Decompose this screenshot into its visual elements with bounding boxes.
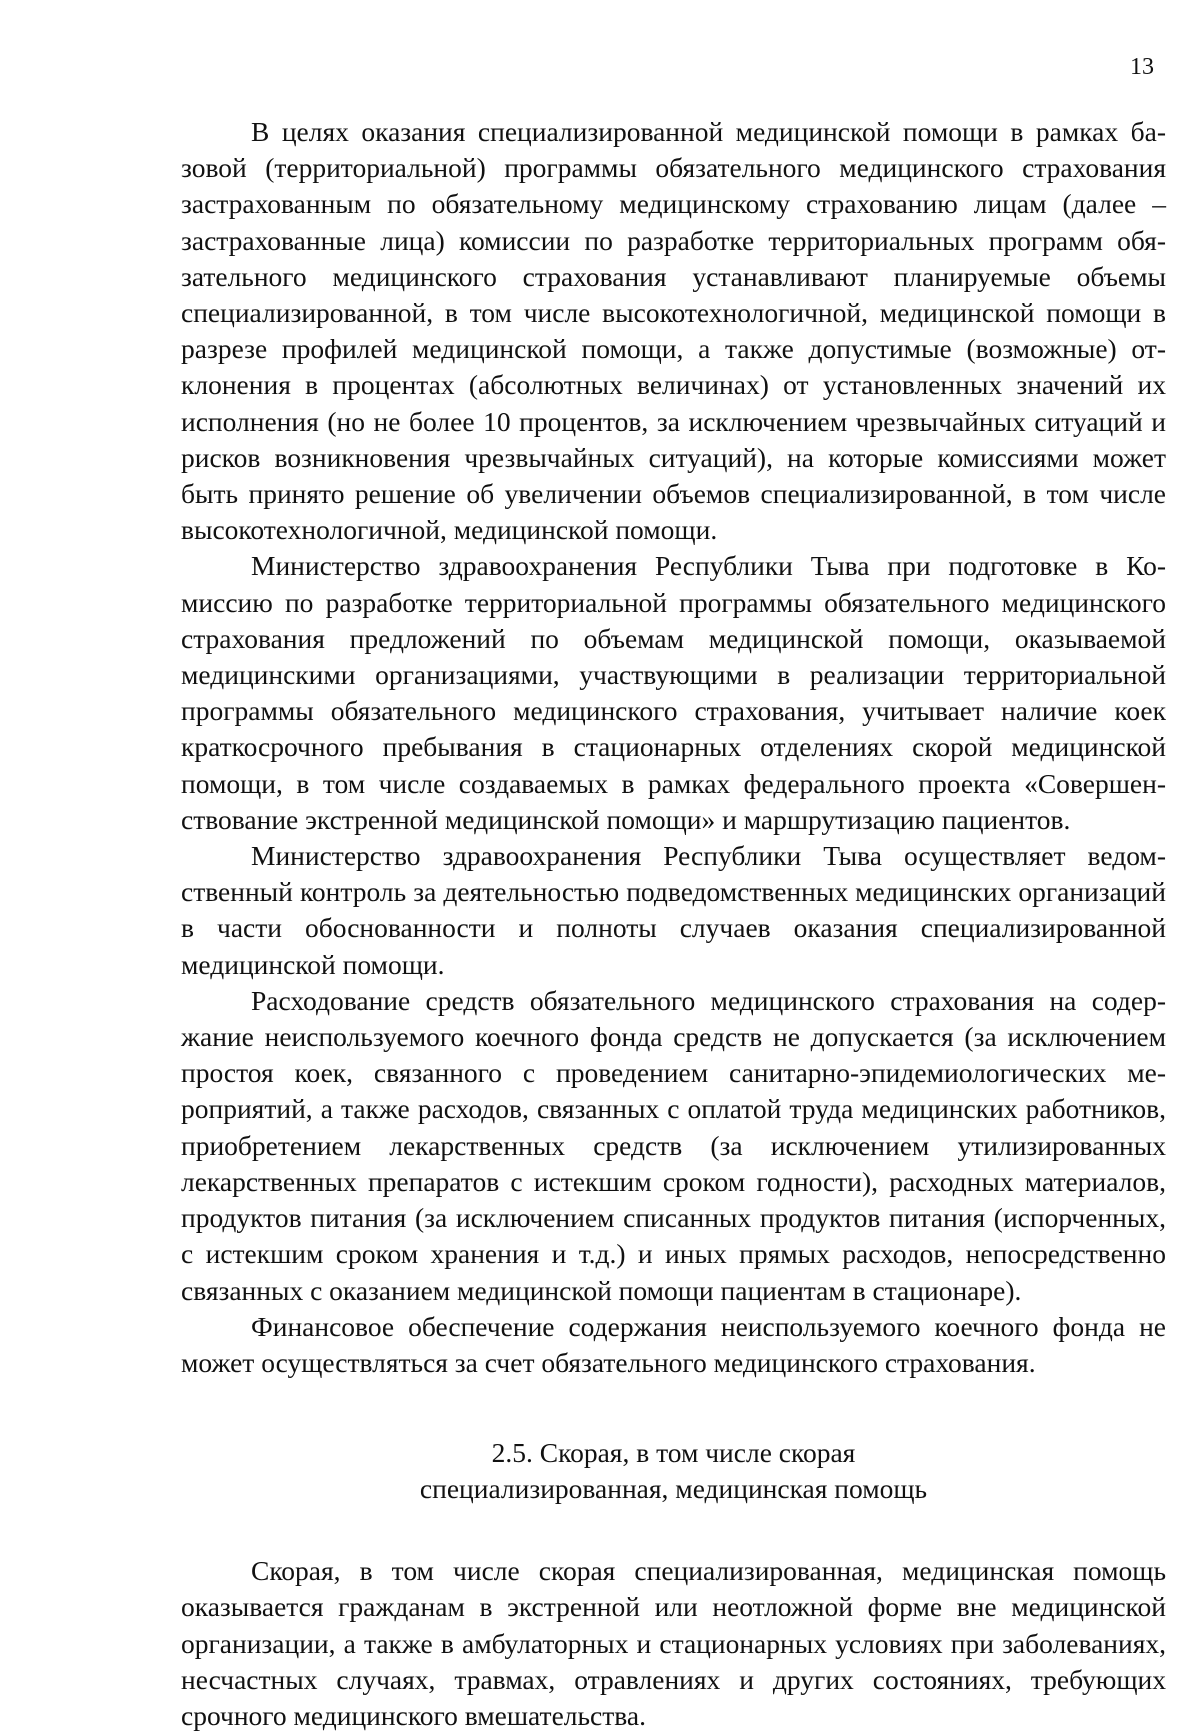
section-heading xyxy=(181,1435,1166,1507)
section-heading-line-2: специализированная, медицинская помощь xyxy=(419,1473,928,1505)
section-heading-line-1: 2.5. Скорая, в том числе скорая xyxy=(491,1437,856,1469)
paragraph-expenditure-rules: Расходование средств обязательного медицинского страхования на содержание неиспользуемого коечного фонда средств не допускается (за исключением простоя коек, связанного с проведением санитарно-эпидемиологических мероприятий, а также расходов, связанных с оплатой труда медицинских работников, приобретением лекарственных средств (за исключением утилизированных лекарственных препаратов с истекшим сроком годности), расходных материалов, продуктов питания (за исключением списанных продуктов питания (испорченных, с истекшим сроком хранения и т.д.) и иных прямых расходов, непосредственно связанных с оказанием медицинской помощи пациентам в стационаре). xyxy=(181,984,1166,1306)
paragraph-emergency-care: Скорая, в том числе скорая специализированная, медицинская помощь оказывается гражданам в экстренной или неотложной форме вне медицинской организации, а также в амбулаторных и стационарных условиях при заболеваниях, несчастных случаях, травмах, отравлениях и других состояниях, требующих срочного медицинского вмешательства. xyxy=(181,1555,1166,1731)
paragraph-bed-fund-financing: Финансовое обеспечение содержания неиспользуемого коечного фонда не может осуществляться за счет обязательного медицинского страхования. xyxy=(181,1310,1166,1378)
paragraph-ministry-control: Министерство здравоохранения Республики Тыва осуществляет ведомственный контроль за деятельностью подведомственных медицинских организаций в части обоснованности и полноты случаев оказания специализированной медицинской помощи. xyxy=(181,840,1166,980)
document-body xyxy=(181,114,1166,1734)
page-number: 13 xyxy=(1130,54,1154,80)
paragraph-specialized-care-volumes: В целях оказания специализированной медицинской помощи в рамках базовой (территориальной) программы обязательного медицинского страхования застрахованным по обязательному медицинскому страхованию лицам (далее – застрахованные лица) комиссии по разработке территориальных программ обязательного медицинского страхования устанавливают планируемые объемы специализированной, в том числе высокотехнологичной, медицинской помощи в разрезе профилей медицинской помощи, а также допустимые (возможные) отклонения в процентах (абсолютных величинах) от установленных значений их исполнения (но не более 10 процентов, за исключением чрезвычайных ситуаций и рисков возникновения чрезвычайных ситуаций), на которые комиссиями может быть принято решение об увеличении объемов специализированной, в том числе высокотехнологичной, медицинской помощи. xyxy=(181,116,1166,546)
paragraph-ministry-proposals: Министерство здравоохранения Республики Тыва при подготовке в Комиссию по разработке территориальной программы обязательного медицинского страхования предложений по объемам медицинской помощи, оказываемой медицинскими организациями, участвующими в реализации территориальной программы обязательного медицинского страхования, учитывает наличие коек краткосрочного пребывания в стационарных отделениях скорой медицинской помощи, в том числе создаваемых в рамках федерального проекта «Совершенствование экстренной медицинской помощи» и маршрутизацию пациентов. xyxy=(181,550,1166,835)
